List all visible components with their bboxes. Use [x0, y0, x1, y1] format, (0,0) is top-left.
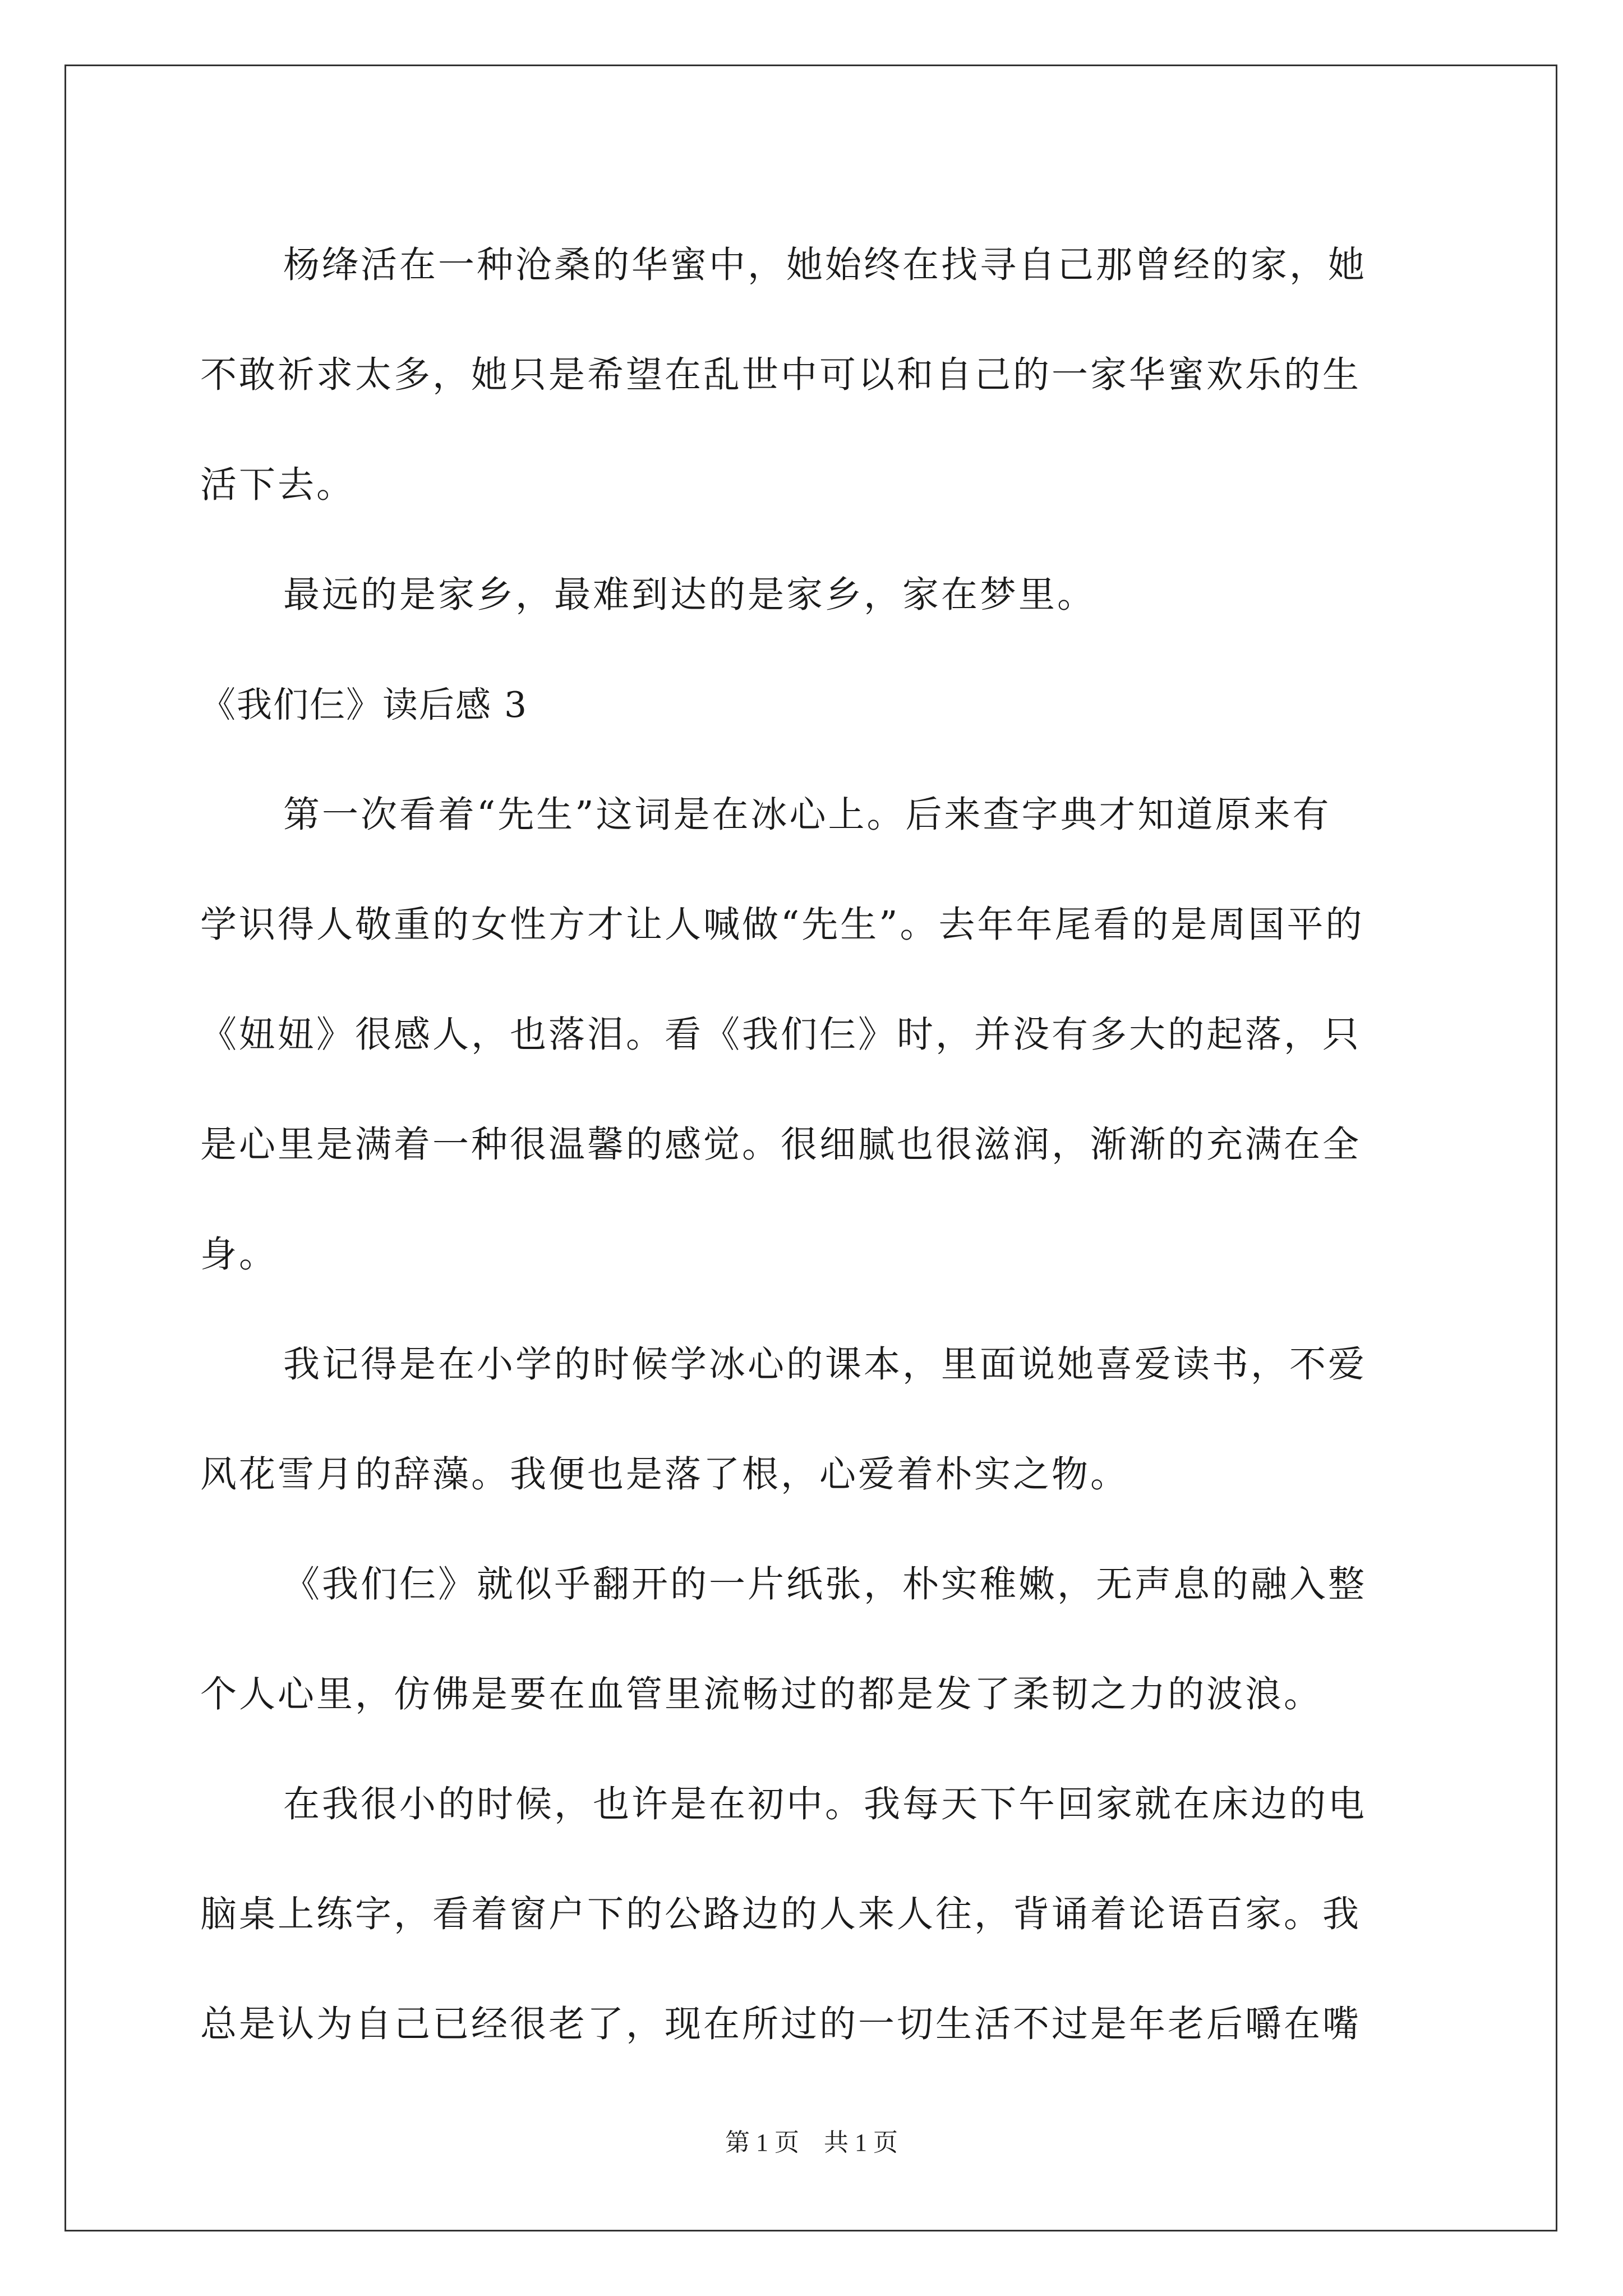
text-line: 身。: [200, 1234, 278, 1276]
text-line: 风花雪月的辞藻。我便也是落了根，心爱着朴实之物。: [200, 1453, 1129, 1496]
section-heading: 《我们仨》读后感 3: [200, 684, 528, 725]
text-line: 是心里是满着一种很温馨的感觉。很细腻也很滋润，渐渐的充满在全: [200, 1124, 1362, 1166]
text-line: 活下去。: [200, 464, 356, 506]
text-line: 我记得是在小学的时候学冰心的课本，里面说她喜爱读书，不爱: [283, 1343, 1367, 1386]
text-line: 个人心里，仿佛是要在血管里流畅过的都是发了柔韧之力的波浪。: [200, 1673, 1323, 1715]
text-line: 学识得人敬重的女性方才让人喊做“先生”。去年年尾看的是周国平的: [200, 904, 1364, 946]
text-line: 在我很小的时候，也许是在初中。我每天下午回家就在床边的电: [283, 1783, 1367, 1825]
text-line: 脑桌上练字，看着窗户下的公路边的人来人往，背诵着论语百家。我: [200, 1893, 1362, 1935]
text-line: 《我们仨》就似乎翻开的一片纸张，朴实稚嫩，无声息的融入整: [283, 1563, 1367, 1605]
text-line: 《妞妞》很感人，也落泪。看《我们仨》时，并没有多大的起落，只: [200, 1014, 1362, 1056]
text-line: 最远的是家乡，最难到达的是家乡，家在梦里。: [283, 574, 1096, 616]
page-number-label: 第 1 页 共 1 页: [725, 2129, 898, 2156]
page-footer: [0, 2126, 1623, 2160]
text-line: 第一次看着“先生”这词是在冰心上。后来查字典才知道原来有: [283, 794, 1331, 836]
text-line: 不敢祈求太多，她只是希望在乱世中可以和自己的一家华蜜欢乐的生: [200, 354, 1362, 396]
text-line: 总是认为自己已经很老了，现在所过的一切生活不过是年老后嚼在嘴: [200, 2003, 1362, 2045]
text-line: 杨绛活在一种沧桑的华蜜中，她始终在找寻自己那曾经的家，她: [283, 244, 1367, 286]
document-body: [200, 210, 1434, 2079]
